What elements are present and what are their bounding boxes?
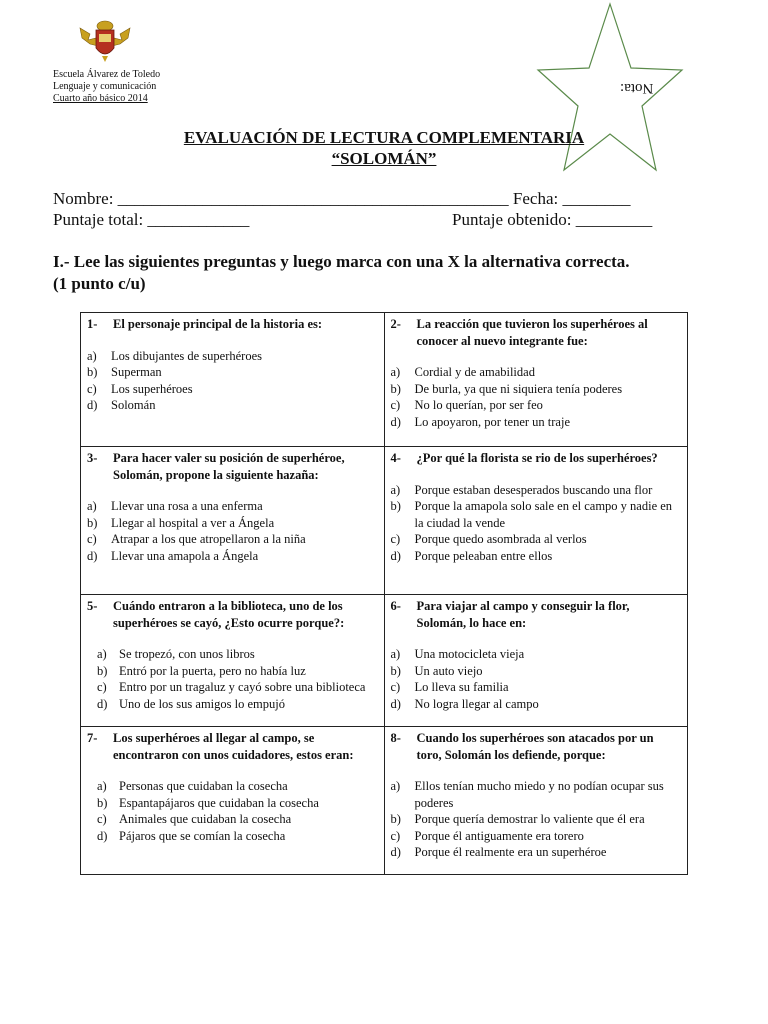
question-number: 1-: [87, 317, 98, 331]
question-number: 7-: [87, 731, 98, 745]
question-heading: [391, 730, 682, 763]
option-text: Entro por un tragaluz y cayó sobre una biblioteca: [119, 680, 366, 694]
question-heading: [391, 316, 682, 349]
question-text: Para viajar al campo y conseguir la flor, Solomán, lo hace en:: [416, 599, 630, 630]
answer-option[interactable]: [391, 663, 682, 680]
option-text: No lo querían, por ser feo: [414, 398, 543, 412]
option-letter: a): [390, 647, 401, 661]
option-letter: b): [390, 812, 401, 826]
question-cell: [384, 727, 688, 875]
answer-option[interactable]: [87, 548, 378, 565]
option-text: Porque la amapola solo sale en el campo y nadie en la ciudad la vende: [414, 499, 673, 530]
answer-option[interactable]: [87, 828, 378, 845]
option-text: Uno de los sus amigos lo empujó: [119, 696, 285, 711]
question-cell: [384, 595, 688, 727]
option-text: Porque él realmente era un superhéroe: [414, 845, 607, 859]
answer-option[interactable]: [87, 364, 378, 381]
name-date-field[interactable]: Nombre: ______________________________________________ Fecha: ________: [53, 189, 631, 208]
option-text: Un auto viejo: [414, 663, 483, 678]
answer-option[interactable]: [391, 364, 682, 381]
option-letter: d): [390, 548, 401, 563]
answer-option[interactable]: [87, 811, 378, 828]
answer-option[interactable]: [391, 828, 682, 845]
option-text: Porque él antiguamente era torero: [414, 828, 584, 843]
option-letter: a): [390, 482, 401, 497]
question-number: 4-: [390, 451, 401, 465]
option-letter: d): [390, 696, 401, 711]
question-cell: [81, 447, 385, 595]
question-text: El personaje principal de la historia es:: [113, 317, 323, 331]
question-text: La reacción que tuvieron los superhéroes al conocer al nuevo integrante fue:: [416, 317, 648, 348]
option-text: Pájaros que se comían la cosecha: [119, 828, 286, 843]
question-cell: [81, 313, 385, 447]
answer-option[interactable]: [87, 795, 378, 812]
option-letter: b): [390, 663, 401, 678]
option-text: Animales que cuidaban la cosecha: [119, 812, 292, 826]
answer-option[interactable]: [87, 498, 378, 515]
book-title: “SOLOMÁN”: [331, 149, 437, 168]
answer-option[interactable]: [87, 663, 378, 680]
page-title: EVALUACIÓN DE LECTURA COMPLEMENTARIA: [183, 128, 585, 147]
option-letter: d): [87, 548, 98, 563]
question-text: Los superhéroes al llegar al campo, se encontraron con unos cuidadores, estos eran:: [113, 731, 354, 762]
answer-option[interactable]: [391, 778, 682, 811]
option-letter: b): [390, 381, 401, 396]
option-letter: d): [87, 398, 98, 412]
option-letter: c): [390, 828, 401, 843]
option-text: Cordial y de amabilidad: [414, 365, 535, 379]
option-letter: c): [390, 398, 401, 412]
question-cell: [384, 313, 688, 447]
subject-name: Lenguaje y comunicación: [53, 81, 157, 92]
option-text: Lo apoyaron, por tener un traje: [414, 414, 570, 429]
option-letter: c): [97, 812, 107, 826]
question-number: 3-: [87, 451, 98, 465]
answer-option[interactable]: [391, 696, 682, 713]
questions-table: [80, 312, 688, 875]
answer-option[interactable]: [87, 515, 378, 532]
question-heading: [391, 450, 682, 467]
answer-option[interactable]: [391, 414, 682, 431]
question-cell: [81, 595, 385, 727]
option-letter: a): [390, 365, 401, 379]
question-number: 6-: [390, 599, 401, 613]
answer-option[interactable]: [391, 498, 682, 531]
total-score-field[interactable]: Puntaje total: ____________: [53, 210, 250, 229]
answer-option[interactable]: [391, 646, 682, 663]
obtained-score-field[interactable]: Puntaje obtenido: _________: [452, 210, 653, 229]
option-letter: b): [87, 365, 98, 379]
question-cell: [384, 447, 688, 595]
option-text: Llevar una amapola a Ángela: [111, 548, 259, 563]
answer-option[interactable]: [87, 778, 378, 795]
answer-option[interactable]: [391, 844, 682, 861]
question-text: Para hacer valer su posición de superhéroe, Solomán, propone la siguiente hazaña:: [113, 451, 345, 482]
answer-option[interactable]: [391, 811, 682, 828]
option-text: Porque estaban desesperados buscando una flor: [414, 482, 653, 497]
coat-of-arms-icon: [76, 16, 134, 64]
answer-option[interactable]: [87, 397, 378, 414]
option-text: No logra llegar al campo: [414, 696, 539, 711]
question-heading: [87, 316, 378, 333]
option-letter: b): [390, 499, 401, 513]
question-text: Cuándo entraron a la biblioteca, uno de los superhéroes se cayó, ¿Esto ocurre porque?:: [113, 599, 345, 630]
option-letter: a): [87, 499, 97, 513]
answer-option[interactable]: [391, 531, 682, 548]
question-number: 2-: [390, 317, 401, 331]
option-text: Una motocicleta vieja: [414, 647, 525, 661]
answer-option[interactable]: [87, 679, 378, 696]
option-text: Los dibujantes de superhéroes: [111, 348, 263, 363]
option-letter: d): [97, 828, 108, 843]
answer-option[interactable]: [391, 482, 682, 499]
answer-option[interactable]: [87, 646, 378, 663]
option-text: Porque quería demostrar lo valiente que él era: [414, 812, 645, 826]
option-letter: c): [390, 680, 401, 694]
option-letter: d): [97, 696, 108, 711]
option-letter: a): [97, 647, 107, 661]
course-year: Cuarto año básico 2014: [53, 93, 148, 104]
option-text: Porque peleaban entre ellos: [414, 548, 553, 563]
option-text: Los superhéroes: [111, 381, 193, 396]
option-text: Porque quedo asombrada al verlos: [414, 532, 587, 546]
question-number: 8-: [390, 731, 401, 745]
answer-option[interactable]: [391, 381, 682, 398]
answer-option[interactable]: [391, 548, 682, 565]
answer-option[interactable]: [87, 531, 378, 548]
option-text: Superman: [111, 365, 162, 379]
answer-option[interactable]: [87, 381, 378, 398]
answer-option[interactable]: [87, 348, 378, 365]
answer-option[interactable]: [87, 696, 378, 713]
question-heading: [87, 450, 378, 483]
question-heading: [391, 598, 682, 631]
option-letter: c): [390, 532, 401, 546]
option-letter: c): [97, 680, 107, 694]
option-text: Llevar una rosa a una enferma: [111, 499, 263, 513]
question-text: Cuando los superhéroes son atacados por un toro, Solomán los defiende, porque:: [416, 731, 654, 762]
option-letter: b): [87, 515, 98, 530]
option-letter: b): [97, 795, 108, 810]
option-letter: c): [87, 532, 97, 546]
option-letter: a): [97, 779, 107, 793]
option-text: Llegar al hospital a ver a Ángela: [111, 515, 275, 530]
question-cell: [81, 727, 385, 875]
option-text: De burla, ya que ni siquiera tenía poderes: [414, 381, 623, 396]
school-name: Escuela Álvarez de Toledo: [53, 69, 161, 80]
grade-label: Nota:: [620, 80, 654, 96]
option-text: Solomán: [111, 398, 156, 412]
option-text: Espantapájaros que cuidaban la cosecha: [119, 795, 319, 810]
option-text: Ellos tenían mucho miedo y no podían ocupar sus poderes: [414, 779, 664, 810]
points-note: (1 punto c/u): [53, 274, 146, 293]
question-heading: [87, 730, 378, 763]
option-text: Entró por la puerta, pero no había luz: [119, 663, 306, 678]
option-letter: b): [97, 663, 108, 678]
question-number: 5-: [87, 599, 98, 613]
answer-option[interactable]: [391, 679, 682, 696]
option-letter: c): [87, 381, 97, 396]
option-letter: d): [390, 414, 401, 429]
question-text: ¿Por qué la florista se rio de los superhéroes?: [416, 451, 658, 465]
answer-option[interactable]: [391, 397, 682, 414]
option-text: Se tropezó, con unos libros: [119, 647, 255, 661]
option-text: Lo lleva su familia: [414, 680, 509, 694]
option-letter: a): [390, 779, 401, 793]
option-letter: a): [87, 348, 97, 363]
question-heading: [87, 598, 378, 631]
option-letter: d): [390, 845, 401, 859]
option-text: Atrapar a los que atropellaron a la niña: [111, 532, 306, 546]
instructions: I.- Lee las siguientes preguntas y luego marca con una X la alternativa correcta.: [53, 252, 630, 271]
option-text: Personas que cuidaban la cosecha: [119, 779, 288, 793]
